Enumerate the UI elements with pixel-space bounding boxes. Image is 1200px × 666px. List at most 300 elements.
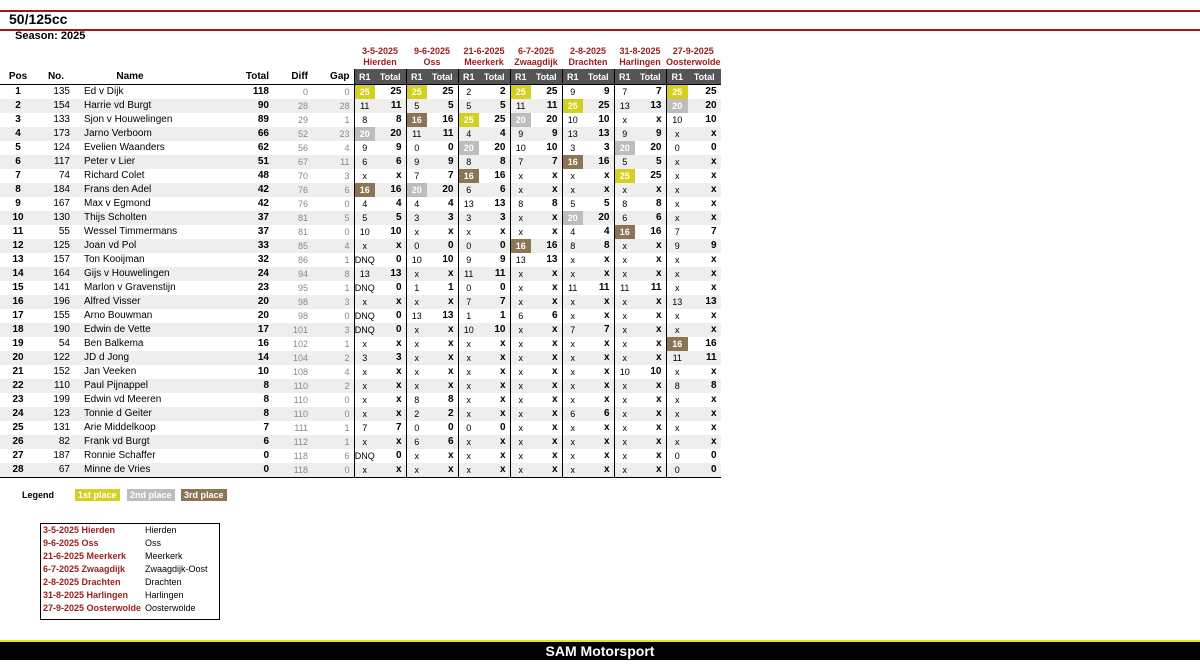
header-spacer: [0, 42, 354, 69]
race-total-cell: x: [499, 338, 506, 349]
race-r1-cell: x: [562, 309, 583, 323]
total-cell: 23: [257, 282, 269, 293]
gap-cell: 3: [312, 295, 354, 309]
number-cell: 122: [36, 351, 76, 365]
race-r1-cell: x: [614, 407, 635, 421]
race-total-cell: x: [479, 463, 510, 478]
total-cell: 20: [257, 310, 269, 321]
race-total-cell: 20: [688, 99, 721, 113]
race-r1-cell: x: [510, 183, 531, 197]
name-cell: Thijs Scholten: [76, 211, 184, 225]
pos-cell: 12: [0, 239, 36, 253]
race-r1-cell: 20: [354, 127, 375, 141]
table-row: [0, 351, 721, 365]
table-row: [0, 435, 721, 449]
race-r1-cell: x: [510, 449, 531, 463]
race-total-cell: x: [427, 351, 458, 365]
pos-cell: 14: [0, 267, 36, 281]
diff-cell: 112: [274, 435, 312, 449]
race-total-cell: 7: [479, 295, 510, 309]
race-total-cell: 25: [650, 170, 662, 181]
race-r1-cell: 0: [458, 281, 479, 295]
race-r1-cell: 5: [354, 211, 375, 225]
number-cell: 184: [36, 183, 76, 197]
race-total-cell: x: [447, 226, 454, 237]
number-cell: 155: [53, 310, 70, 321]
race-r1-cell: x: [458, 351, 479, 365]
race-r1-cell: 3: [562, 141, 583, 155]
race-r1-cell: x: [562, 253, 583, 267]
gap-cell: 5: [312, 211, 354, 225]
race-r1-cell: 9: [562, 85, 583, 100]
table-row: [0, 379, 721, 393]
standings-body: [0, 85, 721, 478]
race-total-cell: x: [375, 407, 406, 421]
race-total-cell: 9: [583, 85, 614, 100]
total-cell: 51: [184, 155, 274, 169]
venue-row: [41, 602, 219, 615]
race-r1-cell: x: [510, 169, 531, 183]
gap-cell: 0: [312, 407, 354, 421]
race-r1-cell: x: [354, 463, 375, 478]
race-total-cell: x: [635, 379, 666, 393]
total-cell: 16: [257, 338, 269, 349]
race-r1-cell: x: [406, 463, 427, 478]
race-r1-cell: x: [458, 435, 479, 449]
race-r1-cell: DNQ: [354, 311, 375, 321]
event-venue: Zwaagdijk: [514, 57, 558, 67]
race-r1-cell: x: [510, 393, 531, 407]
race-r1-cell: 25: [562, 99, 583, 113]
race-r1-cell: 10: [562, 113, 583, 127]
event-venue: Drachten: [568, 57, 608, 67]
header-total: Total: [245, 71, 269, 82]
gap-cell: 0: [344, 199, 350, 209]
table-row: [0, 407, 721, 421]
race-r1-cell: x: [666, 211, 688, 225]
race-r1-cell: 6: [510, 309, 531, 323]
race-r1-cell: x: [510, 225, 531, 239]
venue-name: Zwaagdijk-Oost: [145, 564, 208, 574]
pos-cell: 2: [0, 99, 36, 113]
event-date: 21-6-2025: [463, 46, 505, 56]
total-cell: 66: [184, 127, 274, 141]
race-r1-cell: 13: [666, 295, 688, 309]
race-total-cell: x: [375, 463, 406, 478]
event-header: [666, 42, 721, 69]
gap-cell: 0: [344, 311, 350, 321]
diff-cell: 81: [297, 227, 308, 237]
race-r1-cell: x: [666, 323, 688, 337]
name-cell: Wessel Timmermans: [84, 226, 178, 237]
diff-cell: 101: [274, 323, 312, 337]
name-cell: Alfred Visser: [76, 295, 184, 309]
race-total-cell: x: [499, 450, 506, 461]
race-r1-cell: 11: [614, 281, 635, 295]
race-r1-cell: x: [406, 351, 427, 365]
race-r1-cell: 3: [354, 351, 375, 365]
race-r1-cell: 10: [354, 225, 375, 239]
race-total-cell: 9: [635, 127, 666, 141]
venue-name: Oss: [145, 538, 162, 548]
pos-cell: 7: [15, 170, 21, 181]
venue-key: 3-5-2025 Hierden: [43, 525, 116, 535]
diff-cell: 70: [297, 171, 308, 181]
number-cell: 135: [36, 85, 76, 100]
race-r1-cell: 4: [354, 197, 375, 211]
race-r1-cell: x: [354, 239, 375, 253]
race-total-cell: 7: [710, 226, 717, 237]
race-total-cell: x: [531, 351, 562, 365]
race-r1-cell: x: [458, 407, 479, 421]
race-r1-cell: 8: [666, 379, 688, 393]
name-cell: JD d Jong: [76, 351, 184, 365]
race-total-cell: 3: [479, 211, 510, 225]
race-r1-cell: DNQ: [354, 283, 375, 293]
race-r1-cell: 7: [406, 169, 427, 183]
race-r1-cell: x: [354, 435, 375, 449]
race-r1-cell: x: [614, 253, 635, 267]
race-r1-cell: x: [614, 267, 635, 281]
legend-label: Legend: [22, 490, 55, 500]
race-total-cell: x: [427, 267, 458, 281]
name-cell: Gijs v Houwelingen: [76, 267, 184, 281]
legend-first-place: 1st place: [75, 489, 120, 501]
header-diff: Diff: [291, 71, 308, 82]
race-total-cell: x: [688, 127, 721, 141]
race-total-cell: 5: [375, 211, 406, 225]
race-total-cell: x: [710, 366, 717, 377]
race-total-cell: x: [603, 394, 610, 405]
race-r1-cell: 8: [354, 113, 375, 127]
number-cell: 55: [58, 226, 70, 237]
race-r1-cell: x: [562, 351, 583, 365]
race-r1-cell: x: [458, 463, 479, 478]
number-cell: 154: [36, 99, 76, 113]
race-r1-cell: 5: [562, 197, 583, 211]
gap-cell: 11: [312, 155, 354, 169]
venue-key: 27-9-2025 Oosterwolde: [43, 603, 142, 613]
race-total-cell: x: [551, 394, 558, 405]
race-r1-cell: x: [614, 295, 635, 309]
gap-cell: 0: [312, 85, 354, 100]
venue-list: [40, 523, 220, 620]
race-r1-cell: 11: [510, 99, 531, 113]
race-r1-cell: x: [458, 449, 479, 463]
race-total-cell: 7: [395, 422, 402, 433]
race-r1-cell: 11: [354, 99, 375, 113]
name-cell: Jan Veeken: [84, 366, 137, 377]
race-total-cell: 10: [479, 323, 510, 337]
header-race-total: Total: [479, 69, 510, 85]
race-r1-cell: x: [562, 421, 583, 435]
race-r1-cell: 20: [614, 141, 635, 155]
race-r1-cell: 7: [510, 155, 531, 169]
race-r1-cell: x: [614, 183, 635, 197]
race-r1-cell: x: [614, 463, 635, 478]
pos-cell: 28: [0, 463, 36, 478]
name-cell: Edwin vd Meeren: [84, 394, 162, 405]
venue-name: Harlingen: [145, 590, 184, 600]
race-total-cell: x: [583, 351, 614, 365]
race-total-cell: 11: [650, 282, 662, 293]
gap-cell: 8: [312, 267, 354, 281]
race-total-cell: x: [531, 295, 562, 309]
pos-cell: 8: [0, 183, 36, 197]
race-total-cell: 8: [447, 394, 454, 405]
race-r1-cell: x: [510, 379, 531, 393]
race-r1-cell: 11: [458, 267, 479, 281]
race-r1-cell: 25: [406, 85, 427, 100]
race-r1-cell: 7: [458, 295, 479, 309]
race-r1-cell: 0: [666, 449, 688, 463]
name-cell: Edwin de Vette: [76, 323, 184, 337]
race-total-cell: x: [583, 295, 614, 309]
name-cell: Tonnie d Geiter: [76, 407, 184, 421]
name-cell: Joan vd Pol: [76, 239, 184, 253]
race-r1-cell: 0: [406, 239, 427, 253]
table-row: [0, 449, 721, 463]
race-r1-cell: 3: [406, 211, 427, 225]
event-venue: Hierden: [363, 57, 397, 67]
race-r1-cell: x: [458, 379, 479, 393]
race-total-cell: x: [635, 407, 666, 421]
diff-cell: 110: [274, 379, 312, 393]
race-total-cell: x: [635, 351, 666, 365]
event-venue: Oss: [423, 57, 441, 67]
pos-cell: 4: [0, 127, 36, 141]
race-r1-cell: 6: [562, 407, 583, 421]
race-r1-cell: x: [354, 379, 375, 393]
venue-key: 2-8-2025 Drachten: [43, 577, 121, 587]
race-total-cell: 0: [688, 463, 721, 478]
race-total-cell: x: [499, 366, 506, 377]
race-r1-cell: 11: [562, 281, 583, 295]
race-total-cell: x: [531, 379, 562, 393]
race-total-cell: 4: [603, 226, 610, 237]
header-r1: R1: [406, 69, 427, 85]
race-r1-cell: 20: [666, 99, 688, 113]
race-total-cell: x: [375, 295, 406, 309]
number-cell: 67: [36, 463, 76, 478]
number-cell: 164: [36, 267, 76, 281]
total-cell: 48: [257, 170, 269, 181]
race-total-cell: 7: [583, 323, 614, 337]
race-total-cell: 25: [688, 85, 721, 100]
race-r1-cell: 11: [406, 127, 427, 141]
race-total-cell: 3: [375, 351, 406, 365]
race-total-cell: 20: [650, 142, 662, 153]
pos-cell: 19: [12, 338, 24, 349]
table-row: [0, 309, 721, 323]
total-cell: 7: [263, 422, 269, 433]
gap-cell: 1: [344, 255, 350, 265]
table-row: [0, 393, 721, 407]
race-total-cell: x: [603, 422, 610, 433]
race-r1-cell: 0: [666, 141, 688, 155]
race-total-cell: 13: [442, 310, 454, 321]
pos-cell: 9: [15, 198, 21, 209]
table-row: [0, 99, 721, 113]
race-r1-cell: 16: [510, 239, 531, 253]
race-r1-cell: 0: [458, 239, 479, 253]
race-total-cell: 8: [583, 239, 614, 253]
venue-key: 21-6-2025 Meerkerk: [43, 551, 127, 561]
race-total-cell: 25: [494, 114, 506, 125]
race-total-cell: 13: [583, 127, 614, 141]
race-r1-cell: 13: [458, 197, 479, 211]
pos-cell: 25: [12, 422, 24, 433]
race-r1-cell: x: [614, 449, 635, 463]
race-total-cell: 5: [603, 198, 610, 209]
header-r1: R1: [510, 69, 531, 85]
race-total-cell: x: [655, 394, 662, 405]
diff-cell: 0: [274, 85, 312, 100]
race-r1-cell: 3: [458, 211, 479, 225]
diff-cell: 85: [274, 239, 312, 253]
name-cell: Frank vd Burgt: [76, 435, 184, 449]
race-r1-cell: x: [666, 267, 688, 281]
race-total-cell: x: [479, 379, 510, 393]
event-header: [354, 42, 406, 69]
event-venue: Harlingen: [619, 57, 661, 67]
race-r1-cell: 9: [354, 141, 375, 155]
race-r1-cell: 10: [510, 141, 531, 155]
venue-name: Oosterwolde: [145, 603, 196, 613]
race-r1-cell: x: [406, 337, 427, 351]
race-r1-cell: x: [354, 337, 375, 351]
table-row: [0, 239, 721, 253]
event-date: 6-7-2025: [517, 46, 555, 56]
race-total-cell: 10: [598, 114, 610, 125]
total-cell: 89: [257, 114, 269, 125]
race-r1-cell: 10: [406, 253, 427, 267]
race-total-cell: 13: [546, 254, 558, 265]
race-total-cell: x: [499, 226, 506, 237]
race-total-cell: x: [603, 310, 610, 321]
race-r1-cell: 1: [458, 309, 479, 323]
race-r1-cell: x: [666, 365, 688, 379]
pos-cell: 16: [0, 295, 36, 309]
race-r1-cell: 7: [562, 323, 583, 337]
race-r1-cell: x: [458, 337, 479, 351]
race-r1-cell: 6: [458, 183, 479, 197]
diff-cell: 86: [297, 255, 308, 265]
table-row: [0, 253, 721, 267]
total-cell: 20: [184, 295, 274, 309]
race-r1-cell: x: [406, 323, 427, 337]
gap-cell: 3: [344, 171, 350, 181]
venue-key: 9-6-2025 Oss: [43, 538, 99, 548]
race-total-cell: x: [531, 267, 562, 281]
race-r1-cell: x: [614, 113, 635, 127]
pos-cell: 5: [15, 142, 21, 153]
race-total-cell: x: [447, 450, 454, 461]
number-cell: 74: [58, 170, 70, 181]
race-r1-cell: x: [510, 351, 531, 365]
race-r1-cell: x: [666, 309, 688, 323]
race-total-cell: x: [635, 463, 666, 478]
venue-key: 6-7-2025 Zwaagdijk: [43, 564, 126, 574]
race-r1-cell: x: [614, 393, 635, 407]
race-r1-cell: 20: [458, 141, 479, 155]
total-cell: 62: [257, 142, 269, 153]
header-race-total: Total: [375, 69, 406, 85]
race-total-cell: 13: [635, 99, 666, 113]
race-r1-cell: 9: [510, 127, 531, 141]
race-r1-cell: 20: [562, 211, 583, 225]
race-total-cell: 8: [688, 379, 721, 393]
race-r1-cell: x: [614, 421, 635, 435]
total-cell: 42: [257, 198, 269, 209]
race-r1-cell: x: [406, 225, 427, 239]
diff-cell: 110: [274, 407, 312, 421]
race-total-cell: 25: [375, 85, 406, 100]
race-r1-cell: x: [666, 127, 688, 141]
race-total-cell: x: [688, 211, 721, 225]
race-total-cell: 25: [427, 85, 458, 100]
race-r1-cell: 2: [458, 85, 479, 100]
race-r1-cell: 10: [458, 323, 479, 337]
race-total-cell: x: [710, 254, 717, 265]
gap-cell: 0: [312, 463, 354, 478]
race-r1-cell: x: [614, 323, 635, 337]
name-cell: Harrie vd Burgt: [76, 99, 184, 113]
race-total-cell: 5: [479, 99, 510, 113]
header-pos: Pos: [8, 71, 28, 82]
race-total-cell: 0: [499, 422, 506, 433]
race-total-cell: x: [427, 379, 458, 393]
table-row: [0, 463, 721, 478]
race-total-cell: 8: [479, 155, 510, 169]
race-total-cell: x: [531, 183, 562, 197]
race-r1-cell: x: [406, 295, 427, 309]
table-row: [0, 337, 721, 351]
race-r1-cell: 0: [666, 463, 688, 478]
race-r1-cell: x: [354, 393, 375, 407]
venue-row: [41, 550, 219, 563]
page-title: 50/125cc: [9, 11, 68, 27]
race-total-cell: 0: [395, 254, 402, 265]
race-total-cell: x: [655, 338, 662, 349]
race-total-cell: 4: [479, 127, 510, 141]
name-cell: Arno Bouwman: [84, 310, 153, 321]
race-total-cell: 7: [447, 170, 454, 181]
header-r1: R1: [562, 69, 583, 85]
race-total-cell: x: [551, 226, 558, 237]
race-total-cell: 16: [375, 183, 406, 197]
venue-row: [41, 589, 219, 602]
race-total-cell: 6: [551, 310, 558, 321]
race-r1-cell: DNQ: [354, 451, 375, 461]
race-r1-cell: x: [354, 169, 375, 183]
number-cell: 124: [53, 142, 70, 153]
total-cell: 37: [257, 226, 269, 237]
race-r1-cell: 7: [666, 225, 688, 239]
race-total-cell: x: [531, 463, 562, 478]
race-total-cell: x: [710, 422, 717, 433]
race-r1-cell: x: [614, 379, 635, 393]
diff-cell: 110: [293, 395, 308, 405]
race-total-cell: x: [655, 310, 662, 321]
gap-cell: 4: [344, 143, 350, 153]
race-total-cell: x: [635, 239, 666, 253]
diff-cell: 81: [274, 211, 312, 225]
event-header: [614, 42, 666, 69]
gap-cell: 1: [344, 283, 350, 293]
race-total-cell: 13: [375, 267, 406, 281]
race-total-cell: x: [479, 351, 510, 365]
